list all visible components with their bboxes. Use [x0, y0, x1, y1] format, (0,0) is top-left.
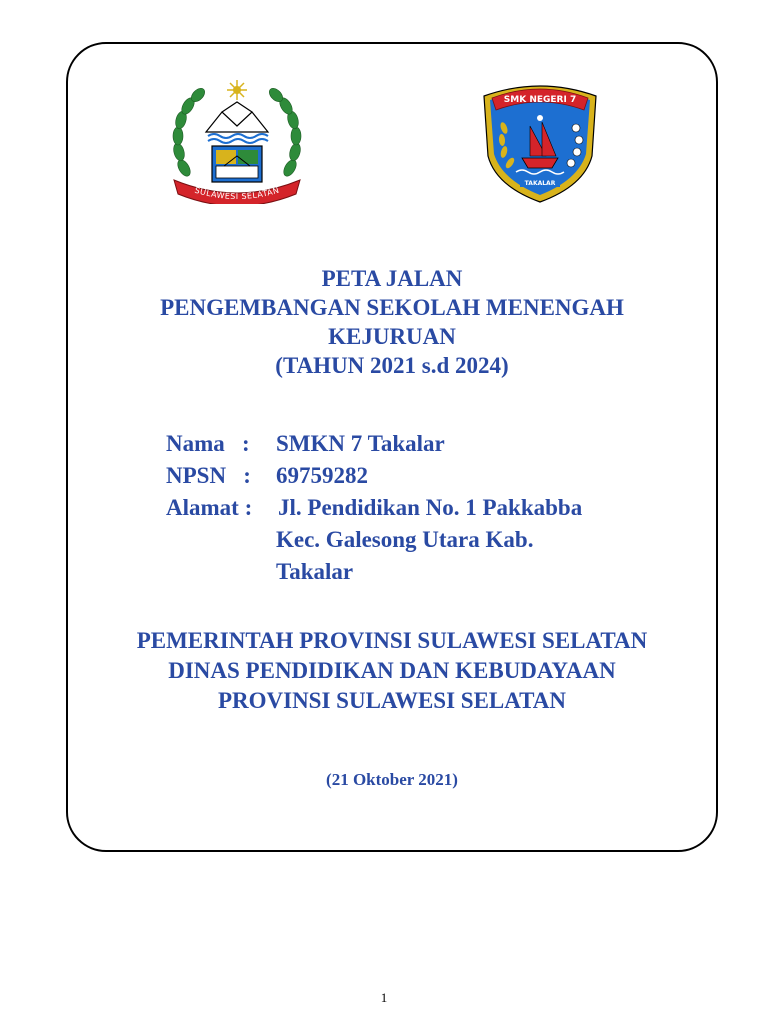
smk-negeri-7-emblem [480, 78, 600, 204]
alamat-line: Takalar [276, 559, 354, 584]
title-line: KEJURUAN [328, 324, 456, 349]
alamat-label: Alamat : [166, 495, 253, 520]
government-line: DINAS PENDIDIKAN DAN KEBUDAYAAN [168, 658, 616, 683]
title-line: PENGEMBANGAN SEKOLAH MENENGAH [160, 295, 624, 320]
government-block [66, 626, 718, 716]
document-title [66, 264, 718, 380]
nama-value: SMKN 7 Takalar [276, 431, 445, 456]
title-line: PETA JALAN [321, 266, 463, 291]
info-row-alamat [166, 492, 582, 524]
document-date: (21 Oktober 2021) [326, 770, 458, 789]
government-line: PEMERINTAH PROVINSI SULAWESI SELATAN [136, 628, 648, 653]
school-banner-bottom-text: TAKALAR [524, 180, 556, 187]
title-line: (TAHUN 2021 s.d 2024) [275, 353, 509, 378]
nama-label: Nama : [166, 431, 250, 456]
province-banner-text: SULAWESI SELATAN [193, 185, 281, 202]
government-line: PROVINSI SULAWESI SELATAN [217, 688, 567, 713]
alamat-line: Kec. Galesong Utara Kab. [276, 527, 534, 552]
sulawesi-selatan-emblem [166, 76, 308, 204]
alamat-line: Jl. Pendidikan No. 1 Pakkabba [278, 495, 583, 520]
school-info [166, 428, 582, 588]
npsn-label: NPSN : [166, 463, 251, 488]
npsn-value: 69759282 [276, 463, 368, 488]
page-number: 1 [380, 990, 388, 1005]
info-row-nama [166, 428, 582, 460]
info-row-npsn [166, 460, 582, 492]
school-banner-top-text: SMK NEGERI 7 [503, 95, 577, 105]
